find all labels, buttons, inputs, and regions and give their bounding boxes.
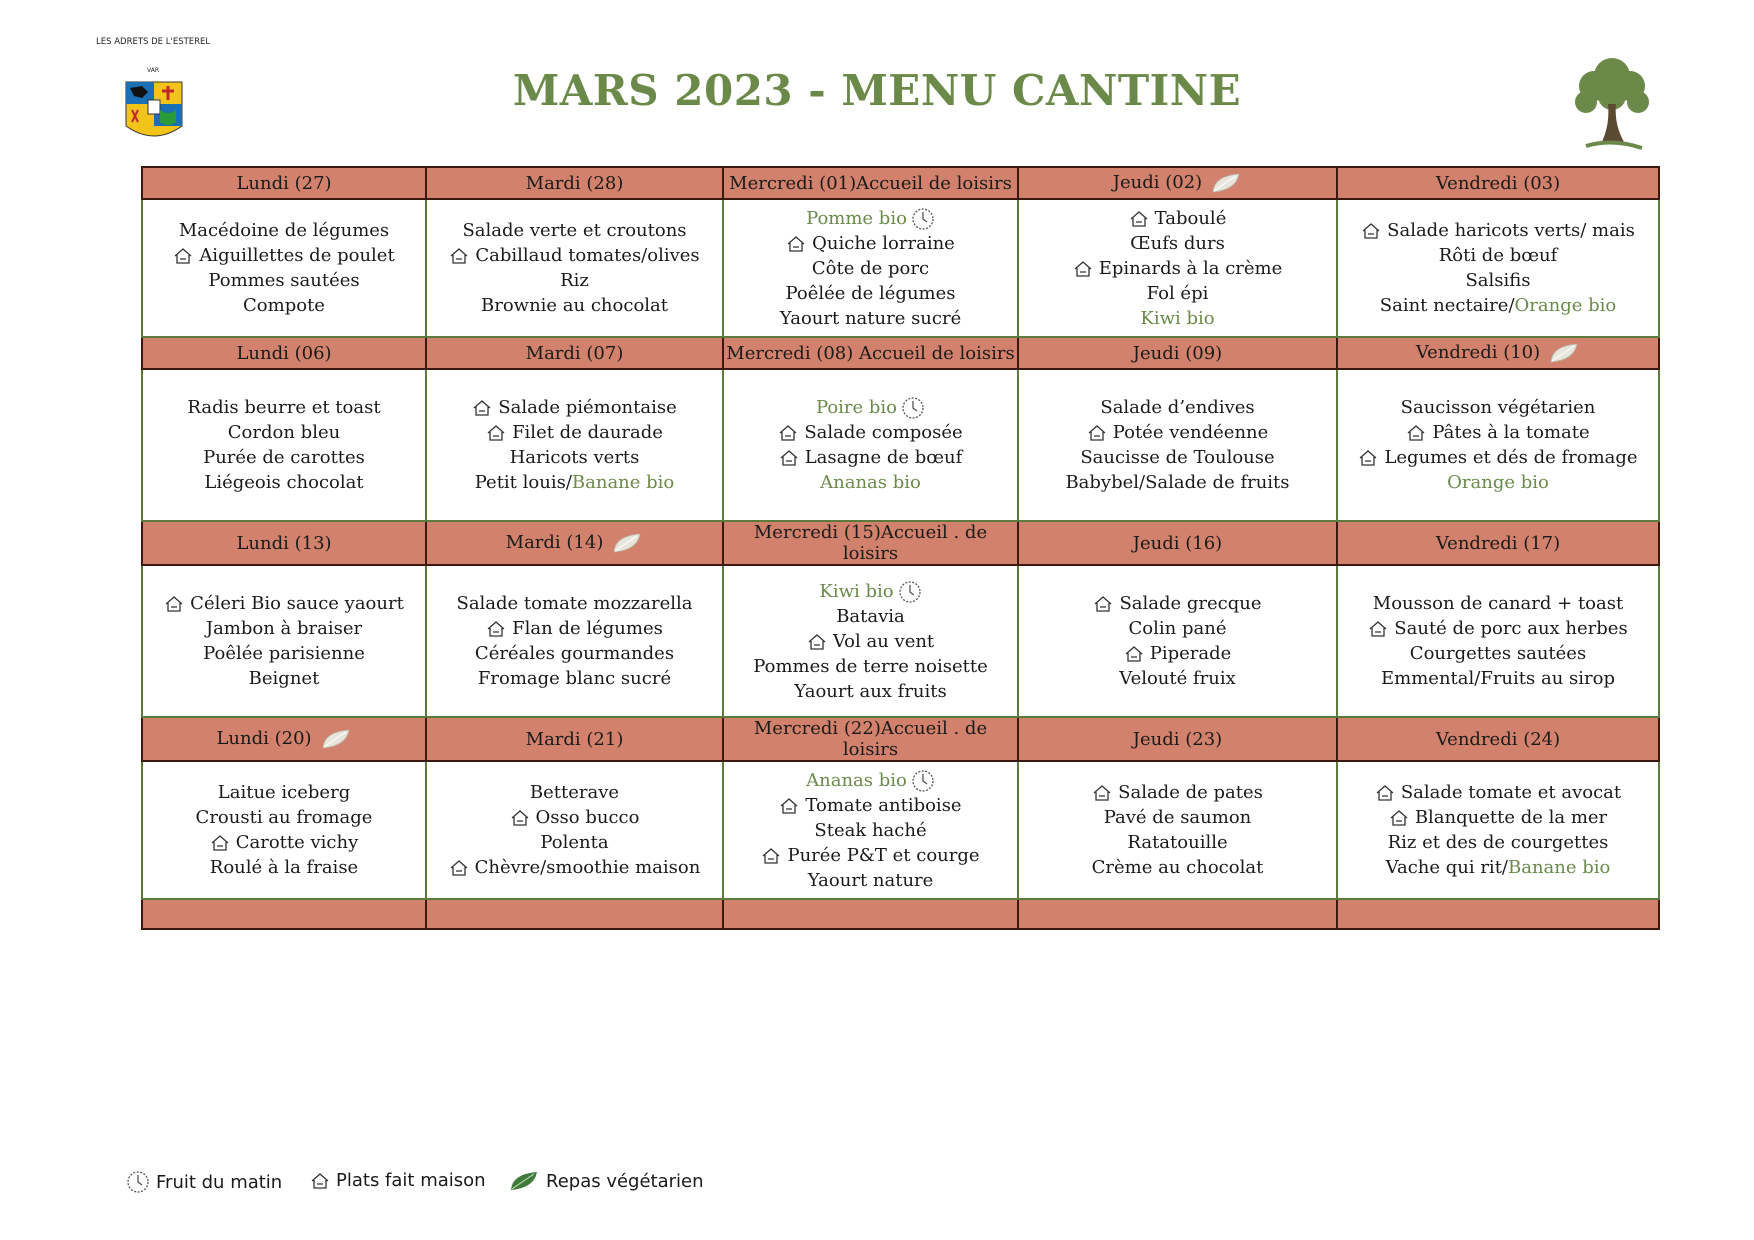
- footer-row: [142, 899, 1659, 929]
- menu-item: [1338, 591, 1658, 616]
- day-header: [1337, 521, 1659, 565]
- legend-homemade: [310, 1170, 486, 1191]
- menu-item: [724, 445, 1017, 470]
- menu-item-text: Tomate antiboise: [805, 794, 962, 816]
- house-icon: [1073, 260, 1093, 278]
- menu-item-text: Rôti de bœuf: [1438, 245, 1558, 266]
- day-menu-cell: [1337, 565, 1659, 717]
- leaf-icon: [320, 728, 352, 750]
- logo-text: LES ADRETS DE L'ESTEREL: [96, 37, 211, 47]
- day-menu-cell: [142, 199, 426, 337]
- house-icon: [210, 834, 230, 852]
- logo-subtext: VAR: [147, 67, 159, 74]
- menu-item: [724, 604, 1017, 629]
- week-menu-row: [142, 565, 1659, 717]
- menu-item: [1019, 855, 1336, 880]
- menu-item: [1338, 641, 1658, 666]
- day-header-label: Vendredi (24): [1435, 728, 1561, 750]
- day-header-label: Mardi (14): [505, 532, 604, 553]
- menu-item: [724, 206, 1017, 231]
- day-menu-cell: [426, 369, 723, 521]
- menu-item: [1019, 306, 1336, 331]
- menu-item: [427, 470, 722, 495]
- menu-item-text: Salsifis: [1465, 270, 1531, 291]
- day-menu-cell: [426, 761, 723, 899]
- menu-item: [724, 281, 1017, 306]
- menu-item: [1019, 206, 1336, 231]
- house-icon: [779, 797, 799, 815]
- day-menu-cell: [142, 369, 426, 521]
- legend-fruit: [126, 1170, 282, 1194]
- day-header-label: Lundi (13): [236, 532, 332, 554]
- menu-item: [143, 830, 425, 855]
- legend-vegetarian-label: Repas végétarien: [546, 1170, 704, 1192]
- house-icon: [310, 1172, 330, 1190]
- menu-item: [427, 445, 722, 470]
- day-header-label: Lundi (27): [236, 172, 332, 194]
- day-header: [1337, 167, 1659, 199]
- day-header: [142, 167, 426, 199]
- menu-item-text: Kiwi bio: [819, 580, 894, 602]
- menu-item-text: Courgettes sautées: [1409, 643, 1587, 664]
- menu-item: [143, 445, 425, 470]
- menu-item-text: Ratatouille: [1127, 832, 1228, 853]
- menu-item: [1019, 231, 1336, 256]
- day-menu-cell: [1018, 565, 1337, 717]
- day-header-label: Mercredi (15)Accueil . de loisirs: [753, 522, 988, 564]
- menu-item: [724, 679, 1017, 704]
- menu-item: [724, 629, 1017, 654]
- menu-item: [143, 616, 425, 641]
- legend-homemade-label: Plats fait maison: [336, 1170, 486, 1191]
- menu-table: [141, 166, 1660, 930]
- menu-item-text: Blanquette de la mer: [1414, 807, 1608, 828]
- menu-item: [1019, 420, 1336, 445]
- house-icon: [1361, 222, 1381, 240]
- house-icon: [1093, 595, 1113, 613]
- menu-item-text: Salade de pates: [1118, 782, 1263, 803]
- menu-item: [1019, 616, 1336, 641]
- menu-item-text: Polenta: [540, 832, 609, 853]
- menu-item-text: Salade d’endives: [1100, 397, 1255, 418]
- menu-item-text: Salade verte et croutons: [462, 220, 687, 241]
- house-icon: [1087, 424, 1107, 442]
- menu-item: [427, 591, 722, 616]
- menu-item-text: Ananas bio: [820, 472, 921, 493]
- day-header: [426, 337, 723, 369]
- menu-item: [1019, 591, 1336, 616]
- house-icon: [1124, 645, 1144, 663]
- menu-item: [143, 268, 425, 293]
- menu-item: [427, 268, 722, 293]
- menu-item: [724, 470, 1017, 495]
- week-menu-row: [142, 761, 1659, 899]
- week-header-row: [142, 717, 1659, 761]
- menu-item-text: Filet de daurade: [512, 422, 663, 443]
- menu-item-text: Purée P&T et courge: [787, 844, 980, 866]
- day-header: [1018, 717, 1337, 761]
- footer-cell: [426, 899, 723, 929]
- leaf-icon: [1548, 342, 1580, 364]
- menu-item: [143, 641, 425, 666]
- clock-icon: [126, 1170, 150, 1194]
- menu-item: [724, 843, 1017, 868]
- menu-item-text: Céréales gourmandes: [474, 643, 675, 664]
- house-icon: [1368, 620, 1388, 638]
- house-icon: [779, 449, 799, 467]
- house-icon: [472, 399, 492, 417]
- day-header-label: Mardi (21): [525, 728, 624, 750]
- house-icon: [1406, 424, 1426, 442]
- day-header: [426, 717, 723, 761]
- menu-item: [1019, 395, 1336, 420]
- page-title: MARS 2023 - MENU CANTINE: [512, 66, 1242, 115]
- day-menu-cell: [142, 565, 426, 717]
- menu-item-text: Radis beurre et toast: [187, 397, 381, 418]
- house-icon: [510, 809, 530, 827]
- menu-item-text: Riz et des de courgettes: [1387, 832, 1609, 853]
- leaf-icon: [1210, 172, 1242, 194]
- menu-item: [427, 243, 722, 268]
- footer-cell: [723, 899, 1018, 929]
- menu-item-text: Poêlée parisienne: [203, 643, 365, 664]
- menu-item: [1338, 395, 1658, 420]
- house-icon: [1389, 809, 1409, 827]
- menu-item: [143, 243, 425, 268]
- leaf-icon: [508, 1170, 540, 1192]
- week-menu-row: [142, 199, 1659, 337]
- menu-item-text: Petit louis/: [474, 472, 572, 493]
- week-header-row: [142, 167, 1659, 199]
- menu-item-text: Salade composée: [804, 422, 963, 443]
- house-icon: [807, 633, 827, 651]
- day-header-label: Lundi (20): [216, 728, 312, 749]
- legend-fruit-label: Fruit du matin: [156, 1171, 283, 1193]
- house-icon: [778, 424, 798, 442]
- day-menu-cell: [723, 199, 1018, 337]
- menu-item-text: Laitue iceberg: [217, 782, 351, 803]
- menu-item: [143, 420, 425, 445]
- day-menu-cell: [1018, 369, 1337, 521]
- house-icon: [486, 620, 506, 638]
- menu-item-text: Batavia: [836, 605, 905, 627]
- footer-cell: [1337, 899, 1659, 929]
- menu-item-text: Flan de légumes: [512, 618, 663, 639]
- menu-item-text: Osso bucco: [535, 807, 640, 828]
- menu-item: [1019, 445, 1336, 470]
- day-header: [723, 521, 1018, 565]
- menu-item: [143, 395, 425, 420]
- menu-item-bio-text: Banane bio: [571, 472, 675, 493]
- menu-item: [724, 579, 1017, 604]
- menu-item-text: Liégeois chocolat: [204, 472, 364, 493]
- menu-item-text: Yaourt aux fruits: [794, 680, 947, 702]
- clock-icon: [898, 580, 922, 604]
- menu-item-text: Vache qui rit/: [1385, 857, 1508, 878]
- day-header: [142, 337, 426, 369]
- day-header-label: Mercredi (08) Accueil de loisirs: [726, 342, 1015, 364]
- day-menu-cell: [1337, 369, 1659, 521]
- menu-item-text: Fromage blanc sucré: [477, 668, 672, 689]
- day-menu-cell: [723, 565, 1018, 717]
- menu-item-text: Pâtes à la tomate: [1432, 422, 1590, 443]
- menu-item-text: Brownie au chocolat: [481, 295, 668, 316]
- menu-item-text: Emmental/Fruits au sirop: [1381, 668, 1615, 689]
- house-icon: [1129, 210, 1149, 228]
- menu-item-text: Velouté fruix: [1119, 668, 1236, 689]
- day-header-label: Jeudi (16): [1132, 532, 1223, 554]
- house-icon: [761, 847, 781, 865]
- day-menu-cell: [1018, 761, 1337, 899]
- menu-item-text: Haricots verts: [509, 447, 640, 468]
- week-header-row: [142, 337, 1659, 369]
- menu-item-text: Aiguillettes de poulet: [199, 245, 395, 266]
- day-header: [1018, 337, 1337, 369]
- day-header-label: Mardi (07): [525, 342, 624, 364]
- day-header-label: Vendredi (17): [1435, 532, 1561, 554]
- day-header-label: Mercredi (01)Accueil de loisirs: [729, 172, 1012, 194]
- day-header-label: Vendredi (03): [1435, 172, 1561, 194]
- menu-item: [724, 818, 1017, 843]
- menu-item: [1019, 470, 1336, 495]
- menu-item-text: Legumes et dés de fromage: [1384, 447, 1638, 468]
- menu-item-text: Fol épi: [1146, 282, 1209, 304]
- menu-item-text: Salade grecque: [1119, 593, 1262, 614]
- menu-item: [427, 780, 722, 805]
- menu-item-text: Céleri Bio sauce yaourt: [190, 593, 404, 614]
- menu-item-text: Orange bio: [1447, 472, 1549, 493]
- menu-item-text: Riz: [560, 270, 589, 291]
- menu-item: [1338, 268, 1658, 293]
- menu-item-text: Salade tomate et avocat: [1400, 782, 1622, 803]
- house-icon: [449, 247, 469, 265]
- menu-item-text: Salade haricots verts/ mais: [1387, 220, 1635, 241]
- menu-item: [1338, 445, 1658, 470]
- legend-vegetarian: [508, 1170, 704, 1192]
- menu-item: [724, 768, 1017, 793]
- menu-item-text: Yaourt nature sucré: [779, 307, 962, 329]
- menu-item-text: Epinards à la crème: [1098, 257, 1283, 279]
- menu-item: [1338, 780, 1658, 805]
- house-icon: [164, 595, 184, 613]
- day-header: [142, 717, 426, 761]
- menu-item: [724, 420, 1017, 445]
- menu-item: [1019, 830, 1336, 855]
- day-header: [142, 521, 426, 565]
- menu-item-text: Saucisse de Toulouse: [1080, 447, 1275, 468]
- day-header-label: Lundi (06): [236, 342, 332, 364]
- menu-item: [427, 641, 722, 666]
- day-header: [723, 717, 1018, 761]
- day-header: [723, 167, 1018, 199]
- day-header: [1337, 337, 1659, 369]
- day-header: [723, 337, 1018, 369]
- menu-item: [143, 805, 425, 830]
- menu-item: [1338, 805, 1658, 830]
- menu-item: [427, 218, 722, 243]
- menu-item: [1338, 243, 1658, 268]
- clock-icon: [901, 396, 925, 420]
- menu-item-text: Crousti au fromage: [195, 807, 373, 828]
- menu-item: [1338, 666, 1658, 691]
- menu-item-text: Potée vendéenne: [1112, 422, 1269, 443]
- menu-item: [143, 470, 425, 495]
- day-header: [1018, 167, 1337, 199]
- day-header-label: Jeudi (02): [1112, 172, 1203, 193]
- menu-item-text: Kiwi bio: [1140, 307, 1215, 329]
- footer-cell: [1018, 899, 1337, 929]
- menu-item-text: Mousson de canard + toast: [1372, 593, 1624, 614]
- menu-item-text: Vol au vent: [832, 630, 935, 652]
- menu-item: [1019, 641, 1336, 666]
- day-header-label: Mardi (28): [525, 172, 624, 194]
- menu-item-text: Saucisson végétarien: [1400, 397, 1596, 418]
- day-header-label: Jeudi (23): [1132, 728, 1223, 750]
- olive-tree-logo: [1566, 52, 1658, 154]
- menu-item-text: Cabillaud tomates/olives: [475, 245, 700, 266]
- menu-item-text: Steak haché: [814, 819, 927, 841]
- menu-item-text: Pavé de saumon: [1103, 807, 1252, 828]
- menu-item: [724, 793, 1017, 818]
- menu-item-text: Pomme bio: [806, 207, 907, 229]
- menu-item: [427, 420, 722, 445]
- menu-item: [1338, 830, 1658, 855]
- menu-item: [1019, 256, 1336, 281]
- clock-icon: [911, 769, 935, 793]
- menu-item-text: Colin pané: [1128, 618, 1227, 639]
- menu-item-text: Crème au chocolat: [1091, 857, 1264, 878]
- menu-item-text: Salade tomate mozzarella: [456, 593, 693, 614]
- menu-item: [143, 591, 425, 616]
- menu-item-text: Babybel/Salade de fruits: [1065, 472, 1290, 493]
- week-menu-row: [142, 369, 1659, 521]
- menu-item-text: Lasagne de bœuf: [804, 447, 963, 468]
- menu-item: [724, 395, 1017, 420]
- house-icon: [786, 235, 806, 253]
- menu-item-text: Poêlée de légumes: [785, 282, 956, 304]
- town-crest-logo: [96, 37, 211, 150]
- day-menu-cell: [142, 761, 426, 899]
- menu-item: [724, 306, 1017, 331]
- menu-item: [143, 293, 425, 318]
- house-icon: [173, 247, 193, 265]
- house-icon: [449, 859, 469, 877]
- menu-item-text: Piperade: [1149, 643, 1232, 664]
- menu-item: [427, 855, 722, 880]
- menu-item: [1338, 616, 1658, 641]
- day-menu-cell: [1018, 199, 1337, 337]
- menu-item: [427, 616, 722, 641]
- menu-item: [427, 666, 722, 691]
- menu-item: [427, 395, 722, 420]
- menu-item-text: Macédoine de légumes: [178, 220, 390, 241]
- day-menu-cell: [1337, 199, 1659, 337]
- clock-icon: [911, 207, 935, 231]
- menu-item-text: Quiche lorraine: [812, 232, 955, 254]
- day-header-label: Mercredi (22)Accueil . de loisirs: [753, 718, 988, 760]
- footer-cell: [142, 899, 426, 929]
- menu-item-text: Purée de carottes: [203, 447, 365, 468]
- menu-item-bio-text: Orange bio: [1514, 295, 1617, 316]
- day-header: [1337, 717, 1659, 761]
- menu-item: [724, 231, 1017, 256]
- menu-item: [1338, 855, 1658, 880]
- menu-item-text: Sauté de porc aux herbes: [1394, 618, 1628, 639]
- day-menu-cell: [723, 369, 1018, 521]
- menu-item-text: Ananas bio: [806, 769, 907, 791]
- menu-item-text: Jambon à braiser: [205, 618, 363, 639]
- menu-item-text: Saint nectaire/: [1379, 295, 1515, 316]
- menu-item-text: Côte de porc: [811, 257, 930, 279]
- menu-item: [1338, 470, 1658, 495]
- menu-item-bio-text: Banane bio: [1508, 857, 1611, 878]
- menu-item-text: Carotte vichy: [235, 832, 359, 853]
- house-icon: [1375, 784, 1395, 802]
- menu-item: [427, 830, 722, 855]
- day-header-label: Jeudi (09): [1132, 342, 1223, 364]
- menu-item: [427, 293, 722, 318]
- menu-item: [1019, 780, 1336, 805]
- day-header-label: Vendredi (10): [1415, 342, 1541, 363]
- menu-item: [427, 805, 722, 830]
- day-menu-cell: [426, 565, 723, 717]
- day-header: [426, 521, 723, 565]
- menu-item-text: Yaourt nature: [807, 869, 934, 891]
- menu-item: [1019, 666, 1336, 691]
- menu-item-text: Cordon bleu: [227, 422, 341, 443]
- day-menu-cell: [1337, 761, 1659, 899]
- day-header: [1018, 521, 1337, 565]
- day-header: [426, 167, 723, 199]
- menu-item-text: Pommes sautées: [208, 270, 360, 291]
- menu-item: [1338, 218, 1658, 243]
- menu-item: [724, 654, 1017, 679]
- menu-item: [1019, 805, 1336, 830]
- menu-item-text: Pommes de terre noisette: [753, 655, 988, 677]
- menu-item-text: Roulé à la fraise: [209, 857, 359, 878]
- house-icon: [1092, 784, 1112, 802]
- menu-item: [724, 256, 1017, 281]
- menu-item: [1019, 281, 1336, 306]
- menu-item: [143, 666, 425, 691]
- menu-item-text: Œufs durs: [1130, 232, 1225, 254]
- house-icon: [1358, 449, 1378, 467]
- menu-item-text: Beignet: [248, 668, 320, 689]
- menu-item: [143, 855, 425, 880]
- menu-item-text: Compote: [243, 295, 325, 316]
- menu-item: [1338, 293, 1658, 318]
- leaf-icon: [611, 532, 643, 554]
- menu-item-text: Taboulé: [1154, 207, 1227, 229]
- menu-item: [143, 218, 425, 243]
- menu-item-text: Chèvre/smoothie maison: [474, 857, 701, 878]
- menu-item-text: Salade piémontaise: [498, 397, 677, 418]
- menu-item: [143, 780, 425, 805]
- day-menu-cell: [426, 199, 723, 337]
- house-icon: [486, 424, 506, 442]
- week-header-row: [142, 521, 1659, 565]
- menu-item: [1338, 420, 1658, 445]
- menu-item: [724, 868, 1017, 893]
- day-menu-cell: [723, 761, 1018, 899]
- menu-item-text: Betterave: [529, 782, 620, 803]
- menu-item-text: Poire bio: [815, 397, 898, 418]
